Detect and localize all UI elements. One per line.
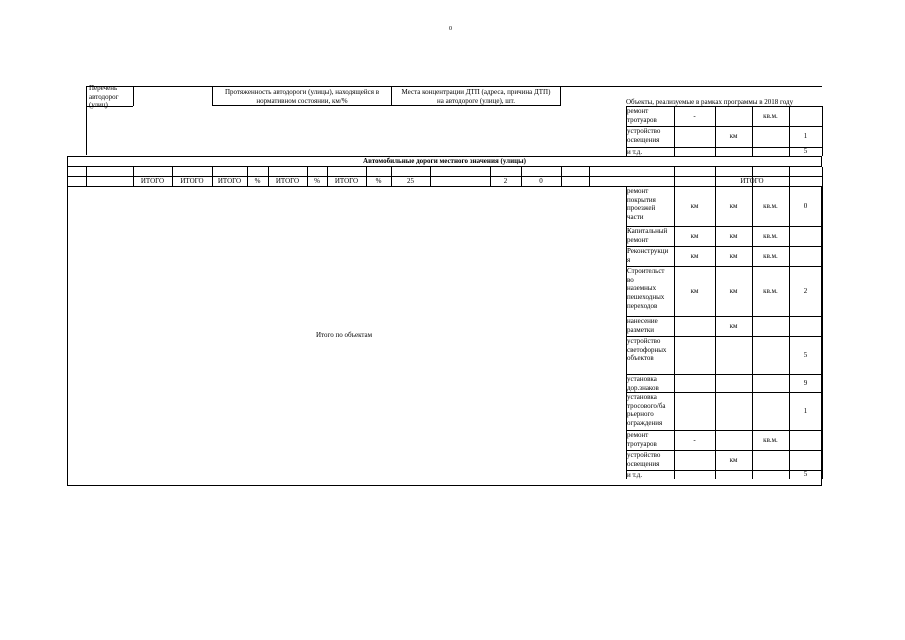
objects-value	[789, 226, 822, 246]
totals-col-rule	[589, 167, 590, 186]
objects-value: -	[693, 435, 696, 444]
top_rows-value	[752, 147, 789, 156]
objects-value	[752, 450, 789, 470]
objects-value	[752, 392, 789, 430]
objects-value	[752, 374, 789, 392]
totals-cell: ИТОГО	[217, 176, 242, 185]
objects-value	[789, 316, 822, 336]
objects-label: установка тросового/ба рьерного ограждения	[627, 393, 666, 428]
objects-value	[752, 336, 789, 374]
objects-col-rule	[715, 186, 716, 479]
objects-label: устройство светофорных объектов	[627, 337, 667, 363]
objects-col-rule	[674, 186, 675, 479]
totals-cell: ИТОГО	[140, 176, 165, 185]
objects-value: 5	[803, 470, 808, 479]
objects-value: кв.м.	[763, 231, 778, 240]
header-col-objects: Объекты, реализуемые в рамках программы в 2018 году	[626, 98, 794, 106]
objects-value: 9	[803, 378, 808, 387]
top-grid-col-rule	[715, 106, 716, 156]
top_rows-value	[752, 126, 789, 147]
header-col-length: Протяженность автодороги (улицы), находящейся в нормативном состоянии, км/%	[224, 88, 380, 105]
top_rows-value	[789, 106, 822, 126]
objects-col-rule	[752, 186, 753, 479]
objects-value: км	[729, 321, 738, 330]
page-number: 0	[449, 26, 452, 32]
totals-cell: ИТОГО	[180, 176, 204, 185]
objects-value	[674, 336, 715, 374]
objects-value: км	[690, 201, 699, 210]
totals-col-rule	[561, 167, 562, 186]
top-grid-col-rule	[822, 106, 823, 156]
objects-label: установка дор.знаков	[627, 375, 659, 392]
objects-label: ремонт покрытия проезжей части	[627, 187, 656, 222]
totals-col-rule	[674, 167, 675, 186]
section-title: Автомобильные дороги местного значения (улицы)	[363, 157, 526, 165]
top_rows-value: 5	[803, 147, 808, 156]
objects-value	[715, 392, 752, 430]
objects-value: км	[729, 286, 738, 295]
objects-value: кв.м.	[763, 286, 778, 295]
top_rows-label: ремонт тротуаров	[627, 107, 657, 124]
objects-col-rule	[789, 186, 790, 479]
objects-value	[715, 470, 752, 479]
objects-col-rule	[822, 186, 823, 479]
top_rows-value: км	[729, 132, 738, 141]
header-left-rule	[86, 86, 87, 155]
totals-cell: %	[254, 176, 261, 185]
objects-value	[752, 470, 789, 479]
objects-value: 0	[803, 201, 808, 210]
objects-label: устройство освещения	[627, 451, 661, 468]
totals-col-rule	[430, 167, 431, 186]
header-divider	[133, 86, 134, 106]
totals-cell: ИТОГО	[334, 176, 359, 185]
objects-value: 5	[803, 350, 808, 359]
totals-col-rule	[86, 167, 87, 186]
objects-value	[789, 246, 822, 266]
totals-cell: 25	[407, 176, 414, 185]
objects-value	[715, 374, 752, 392]
objects-value: кв.м.	[763, 251, 778, 260]
header-col-dtp: Места концентрации ДТП (адреса, причина ДТП) на автодороге (улице), шт.	[401, 88, 551, 105]
objects-value: кв.м.	[763, 435, 778, 444]
objects-value	[789, 450, 822, 470]
objects-label: нанесение разметки	[627, 317, 658, 334]
totals-cell: ИТОГО	[275, 176, 300, 185]
totals-col-rule	[789, 167, 790, 186]
objects-value: км	[690, 251, 699, 260]
totals-col-rule	[67, 167, 68, 186]
totals-cell: 2	[503, 176, 508, 185]
top_rows-value	[674, 126, 715, 147]
header-col-list: Перечень автодорог (улиц)	[89, 84, 119, 110]
objects-value	[674, 374, 715, 392]
objects-value: км	[690, 286, 699, 295]
objects-value: км	[729, 455, 738, 464]
objects-value	[715, 336, 752, 374]
objects-total-label: Итого по объектам	[316, 331, 373, 339]
objects-value	[789, 430, 822, 450]
objects-value: км	[690, 231, 699, 240]
objects-value	[674, 450, 715, 470]
objects-value	[674, 470, 715, 479]
objects-value: кв.м.	[763, 201, 778, 210]
objects-label: и т.д.	[627, 471, 643, 479]
objects-value: км	[729, 231, 738, 240]
top_rows-label: и т.д.	[627, 148, 643, 156]
top-grid-col-rule	[674, 106, 675, 156]
objects-label: ремонт тротуаров	[627, 431, 657, 448]
objects-label: Строительст во наземных пешеходных переходов	[627, 267, 665, 310]
top_rows-value	[674, 147, 715, 156]
objects-value	[715, 430, 752, 450]
top-grid-col-rule	[626, 106, 627, 156]
top_rows-value	[715, 147, 752, 156]
objects-value: 2	[803, 286, 808, 295]
top-grid-col-rule	[789, 106, 790, 156]
objects-label: Реконструкци я	[627, 247, 669, 264]
objects-col-rule	[626, 186, 627, 479]
objects-value	[674, 392, 715, 430]
top_rows-value	[715, 106, 752, 126]
objects-value: км	[729, 201, 738, 210]
top_rows-label: устройство освещения	[627, 127, 661, 144]
top_rows-value: 1	[803, 132, 808, 141]
totals-objects-label: ИТОГО	[740, 176, 764, 185]
objects-value	[674, 316, 715, 336]
header-list-bottom	[86, 106, 133, 107]
top_rows-value: кв.м.	[763, 111, 778, 120]
objects-value: км	[729, 251, 738, 260]
totals-cell: 0	[539, 176, 543, 185]
top-grid-col-rule	[752, 106, 753, 156]
objects-value	[752, 316, 789, 336]
top_rows-value: -	[693, 111, 696, 120]
totals-cell: %	[375, 176, 382, 185]
totals-cell: %	[314, 176, 320, 185]
objects-value: 1	[803, 406, 808, 415]
totals-col-rule	[822, 167, 823, 186]
objects-label: Капитальный ремонт	[627, 227, 668, 244]
